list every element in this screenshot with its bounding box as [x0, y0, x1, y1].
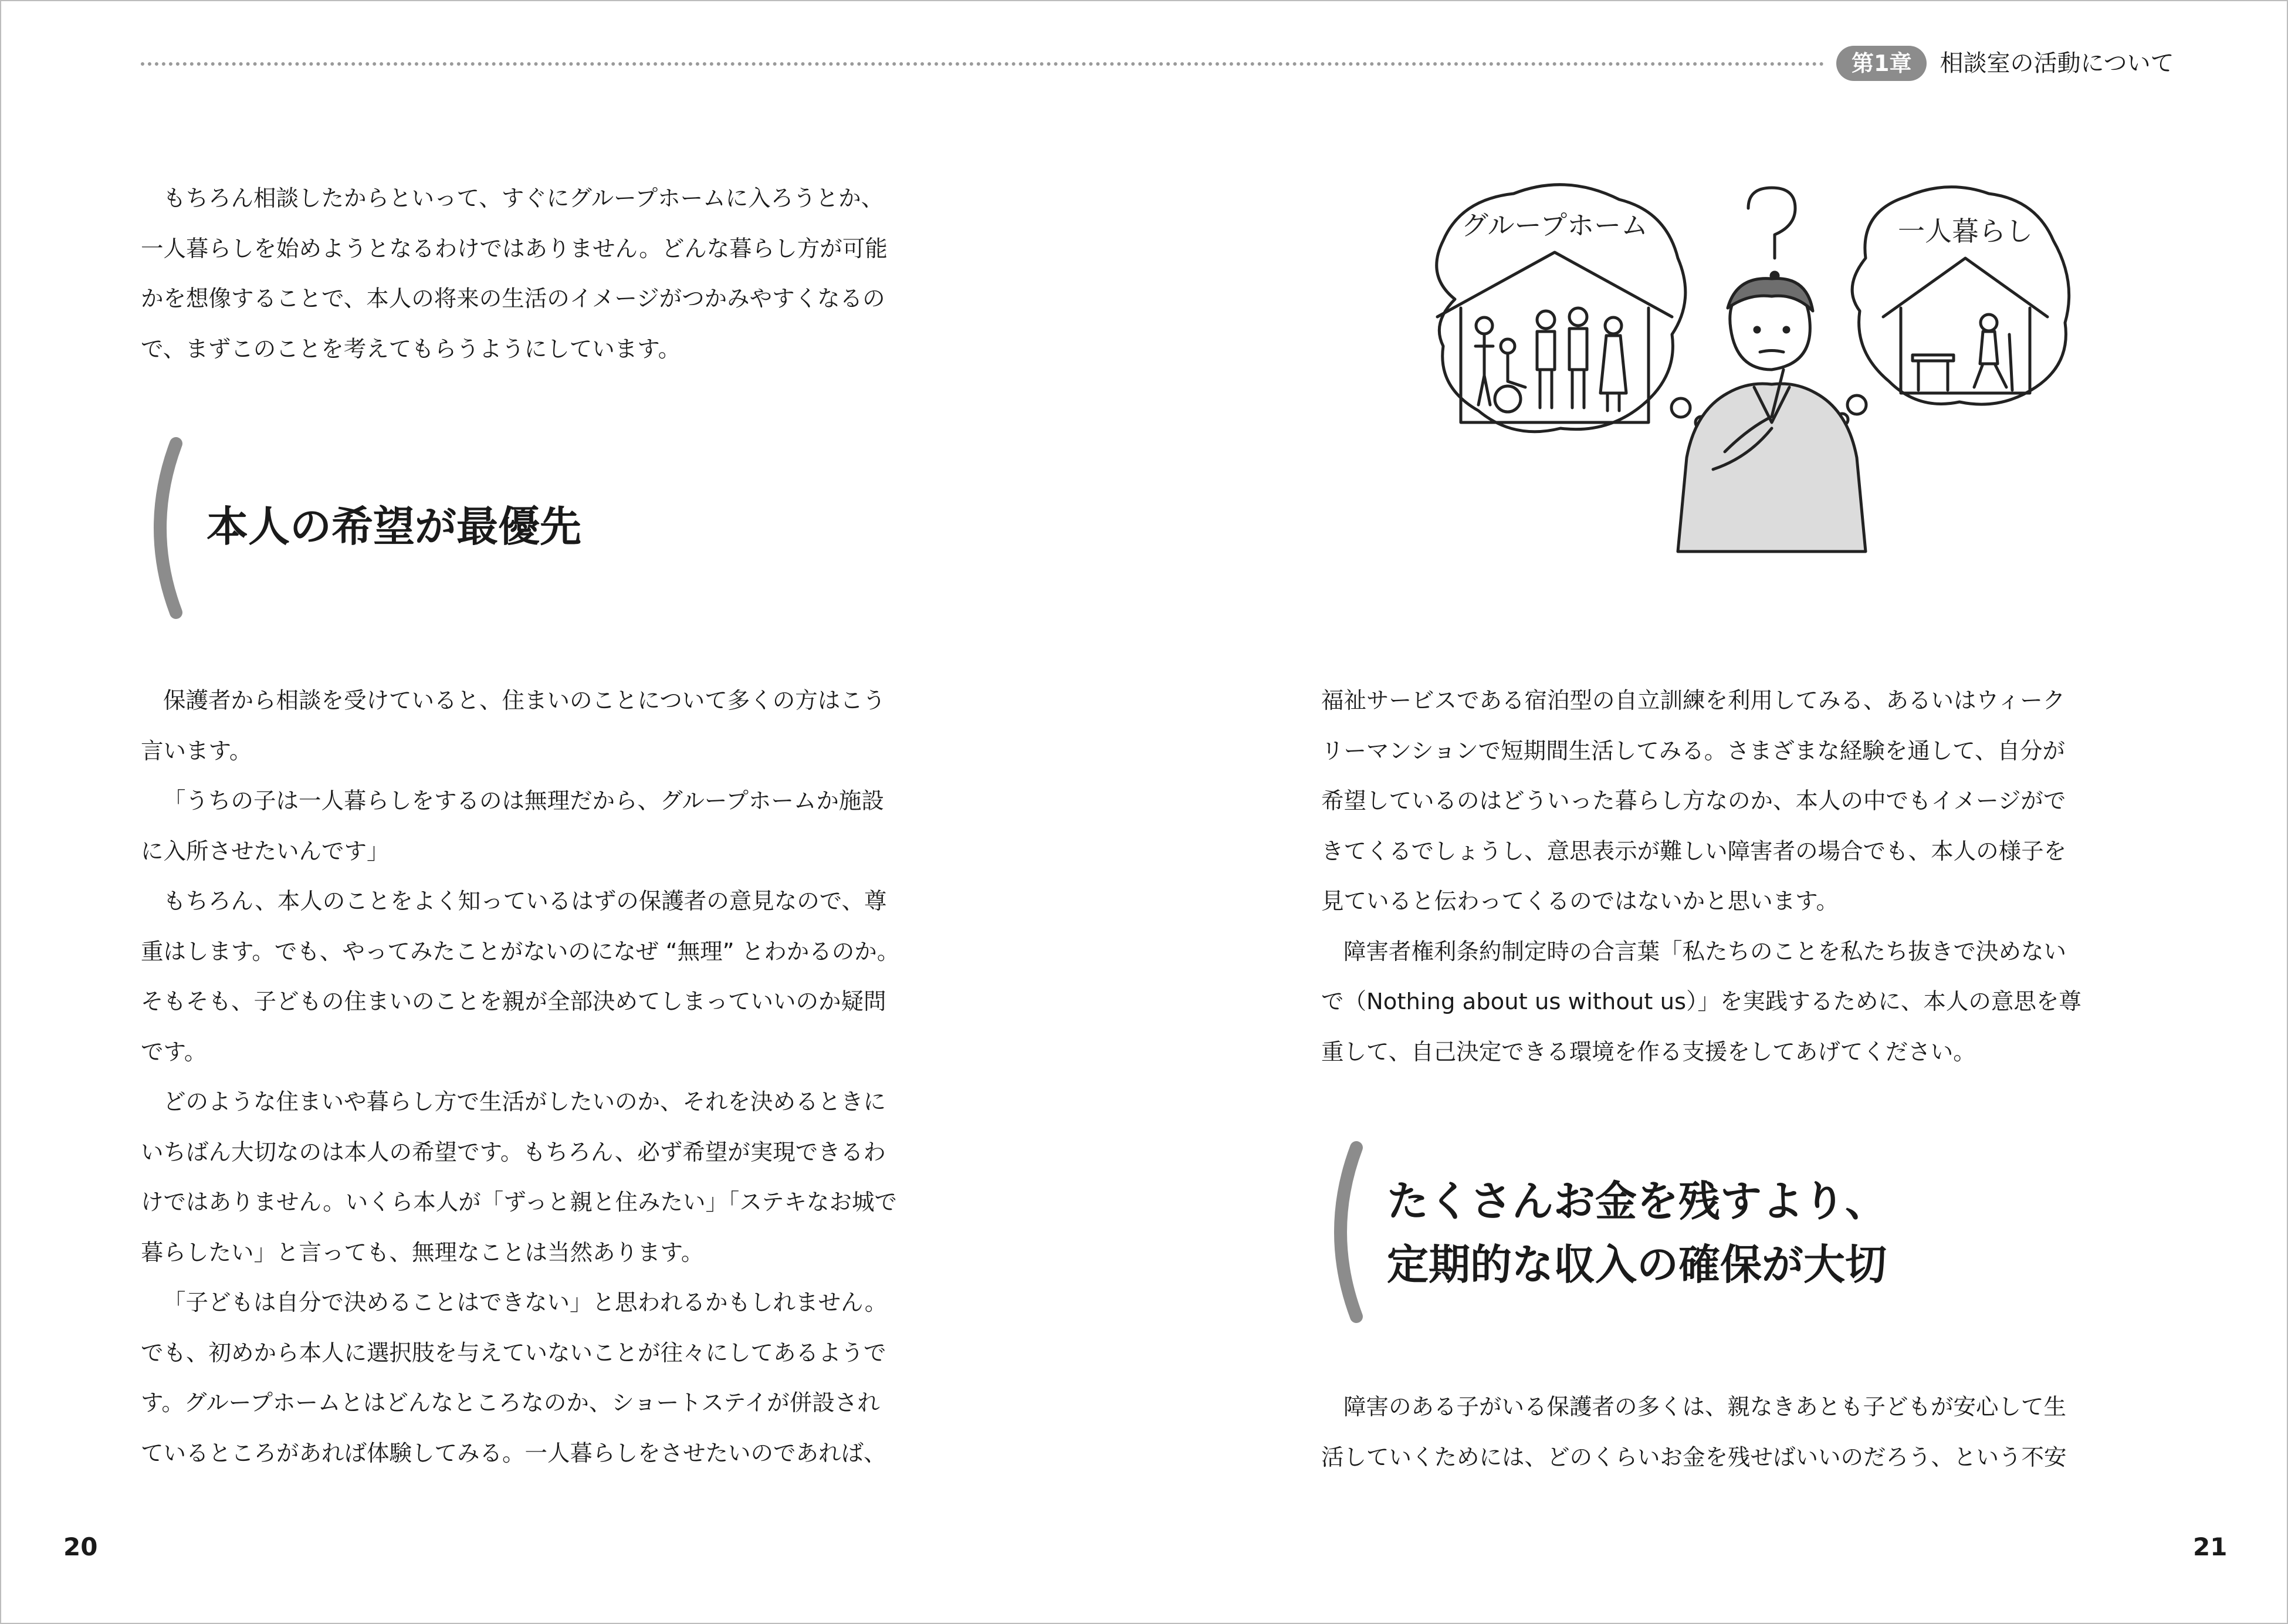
text-line: そもそも、子どもの住まいのことを親が全部決めてしまっていいのか疑問: [141, 989, 886, 1015]
text-line: 「うちの子は一人暮らしをするのは無理だから、グループホームか施設: [163, 788, 884, 814]
text-line: もちろん、本人のことをよく知っているはずの保護者の意見なので、尊: [163, 888, 887, 915]
illustration-thinking-person: [1420, 176, 2089, 575]
text-line: どのような住まいや暮らし方で生活がしたいのか、それを決めるときに: [163, 1089, 886, 1115]
text-line: 障害のある子がいる保護者の多くは、親なきあとも子どもが安心して生: [1343, 1394, 2067, 1420]
text-line: 保護者から相談を受けていると、住まいのことについて多くの方はこう: [163, 688, 886, 714]
bubble-label-single-living: 一人暮らし: [1898, 215, 2033, 247]
text-line: でも、初めから本人に選択肢を与えていないことが往々にしてあるようで: [141, 1339, 886, 1366]
text-line: 暮らしたい」と言っても、無理なことは当然あります。: [141, 1239, 704, 1266]
text-line: で、まずこのことを考えてもらうようにしています。: [141, 336, 681, 363]
bubble-label-group-home: グループホーム: [1461, 209, 1649, 241]
text-line: ているところがあれば体験してみる。一人暮らしをさせたいのであれば、: [141, 1440, 886, 1467]
text-line: いちばん大切なのは本人の希望です。もちろん、必ず希望が実現できるわ: [141, 1139, 886, 1166]
text-line: で（Nothing about us without us）」を実践するために、本人の意思を尊: [1321, 989, 2081, 1015]
text-line: 一人暮らしを始めようとなるわけではありません。どんな暮らし方が可能: [141, 235, 888, 262]
text-line: 障害者権利条約制定時の合言葉「私たちのことを私たち抜きで決めない: [1343, 938, 2067, 965]
text-line: 福祉サービスである宿泊型の自立訓練を利用してみる、あるいはウィーク: [1321, 688, 2066, 714]
right-body-paragraphs: [1321, 676, 2166, 1077]
section-heading-right: [1387, 1170, 1887, 1297]
chapter-title: 相談室の活動について: [1940, 50, 2174, 77]
text-line: かを想像することで、本人の将来の生活のイメージがつかみやすくなるの: [141, 286, 885, 312]
text-line: です。: [141, 1038, 207, 1065]
chapter-badge: 第1章: [1836, 46, 1927, 81]
text-line: 重して、自己決定できる環境を作る支援をしてあげてください。: [1321, 1038, 1976, 1065]
left-intro-paragraph: [141, 174, 986, 374]
text-line: 見ていると伝わってくるのではないかと思います。: [1321, 888, 1839, 915]
section-heading-left: [207, 495, 581, 559]
group-home-house-icon: [1437, 252, 1672, 317]
text-line: リーマンションで短期間生活してみる。さまざまな経験を通して、自分が: [1321, 737, 2065, 764]
heading-text: 本人の希望が最優先: [207, 502, 582, 551]
chapter-header: [1836, 46, 2174, 81]
text-line: けではありません。いくら本人が「ずっと親と住みたい」「ステキなお城で: [141, 1189, 897, 1216]
heading-text-line-2: 定期的な収入の確保が大切: [1387, 1240, 1887, 1289]
text-line: 活していくためには、どのくらいお金を残せばいいのだろう、という不安: [1321, 1444, 2067, 1471]
heading-text-line-1: たくさんお金を残すより、: [1387, 1177, 1887, 1226]
page-number-left: 20: [63, 1532, 98, 1561]
text-line: 「子どもは自分で決めることはできない」と思われるかもしれません。: [163, 1290, 888, 1316]
right-closing-paragraph: [1321, 1382, 2166, 1483]
question-mark-icon: [1748, 188, 1795, 258]
text-line: 希望しているのはどういった暮らし方なのか、本人の中でもイメージがで: [1321, 788, 2066, 814]
text-line: もちろん相談したからといって、すぐにグループホームに入ろうとか、: [163, 185, 884, 212]
single-living-house-icon: [1883, 258, 2047, 317]
text-line: に入所させたいんです」: [141, 838, 390, 865]
heading-bracket-icon: [1314, 1138, 1367, 1326]
heading-bracket-icon: [134, 434, 187, 622]
text-line: 重はします。でも、やってみたことがないのになぜ “無理” とわかるのか。: [141, 938, 900, 965]
left-body-paragraphs: [141, 676, 986, 1478]
person-body-icon: [1678, 384, 1866, 552]
text-line: きてくるでしょうし、意思表示が難しい障害者の場合でも、本人の様子を: [1321, 838, 2067, 865]
header-dotted-rule: [141, 62, 1825, 66]
text-line: 言います。: [141, 737, 252, 764]
text-line: す。グループホームとはどんなところなのか、ショートステイが併設され: [141, 1390, 880, 1416]
page-number-right: 21: [2193, 1532, 2228, 1561]
